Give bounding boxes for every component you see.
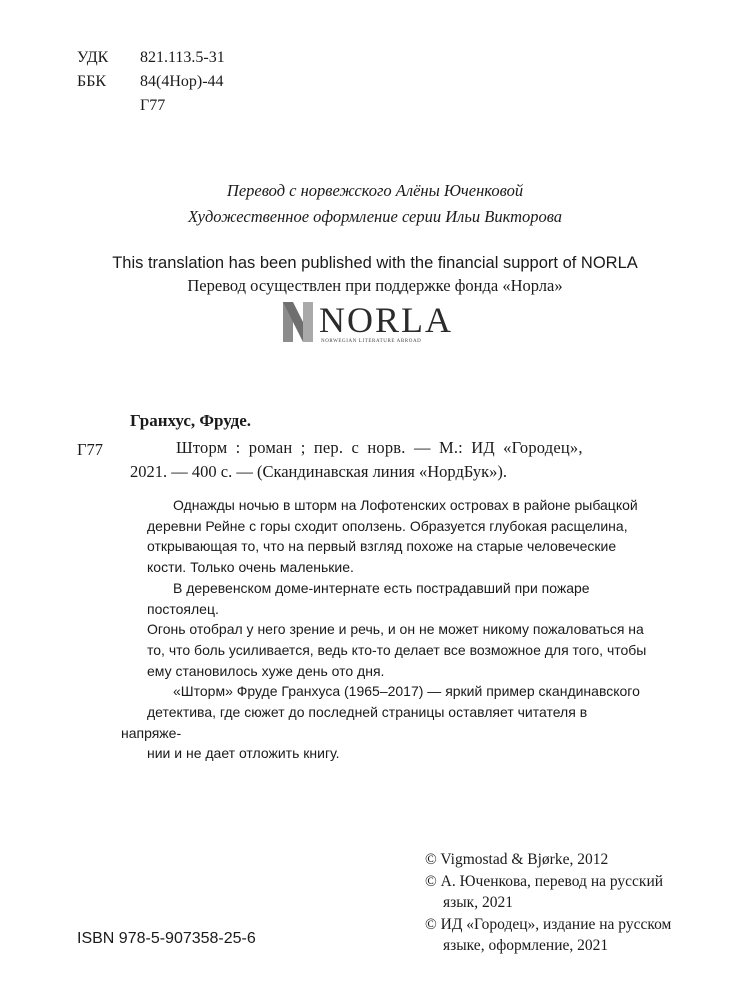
annotation-line: Однажды ночью в шторм на Лофотенских островах в районе рыбацкой — [173, 497, 638, 513]
bbk-value: 84(4Нор)-44 — [140, 73, 224, 90]
norla-tagline: NORWEGIAN LITERATURE ABROAD — [321, 339, 422, 344]
annotation-line: то, что боль усиливается, ведь кто-то делает все возможное для того, чтобы — [147, 641, 647, 658]
annotation-line: деревни Рейне с горы сходит оползень. Образуется глубокая расщелина, — [147, 517, 628, 534]
annotation-line: В деревенском доме-интернате есть пострадавший при пожаре постоялец. — [147, 579, 590, 617]
bbk-label: ББК — [77, 73, 107, 90]
bbk-row — [77, 72, 224, 92]
annotation-paragraph-3 — [121, 681, 647, 764]
designer-credit: Художественное оформление серии Ильи Викторова — [187, 207, 563, 226]
support-english: This translation has been published with the financial support of NORLA — [112, 254, 638, 272]
annotation-line: открывающая то, что на первый взгляд похоже на старые человеческие — [147, 538, 617, 555]
annotation-paragraph-2 — [147, 578, 647, 682]
translator-credit: Перевод с норвежского Алёны Юченковой — [226, 181, 524, 200]
udk-value: 821.113.5-31 — [140, 49, 225, 66]
annotation-line: «Шторм» Фруде Гранхуса (1965–2017) — яркий пример скандинавского — [173, 683, 640, 700]
support-russian: Перевод осуществлен при поддержке фонда «Норла» — [187, 276, 563, 295]
annotation-line: нии и не дает отложить книгу. — [147, 745, 340, 762]
annotation — [121, 495, 647, 764]
author-mark: Г77 — [140, 97, 166, 114]
norla-wordmark: NORLA — [319, 300, 453, 340]
annotation-line: Огонь отобрал у него зрение и речь, и он не может никому пожаловаться на — [147, 621, 644, 638]
bib-mark: Г77 — [77, 440, 104, 459]
copyright-line: © А. Юченкова, перевод на русский — [425, 872, 664, 890]
annotation-line: детектива, где сюжет до последней страницы оставляет читателя в напряже- — [121, 704, 588, 741]
annotation-paragraph-1 — [147, 495, 647, 578]
norla-logo — [281, 302, 461, 348]
bib-title-line: Шторм : роман ; пер. с норв. — М.: ИД «Городец», — [176, 438, 583, 457]
copyright-line: © Vigmostad & Bjørke, 2012 — [425, 851, 609, 868]
udk-label: УДК — [77, 49, 109, 66]
bib-author: Гранхус, Фруде. — [130, 411, 252, 430]
copyright-line: © ИД «Городец», издание на русском — [425, 915, 672, 933]
copyright-line: языке, оформление, 2021 — [443, 937, 609, 954]
copyright-line: язык, 2021 — [443, 894, 513, 911]
bib-details-line: 2021. — 400 с. — (Скандинавская линия «НордБук»). — [130, 462, 508, 481]
annotation-line: ему становилось хуже день ото дня. — [147, 662, 385, 679]
udk-row — [77, 48, 225, 68]
copyright-block — [425, 849, 671, 957]
isbn: ISBN 978-5-907358-25-6 — [77, 930, 256, 947]
norla-emblem-icon — [281, 302, 315, 342]
annotation-line: кости. Только очень маленькие. — [147, 559, 354, 576]
